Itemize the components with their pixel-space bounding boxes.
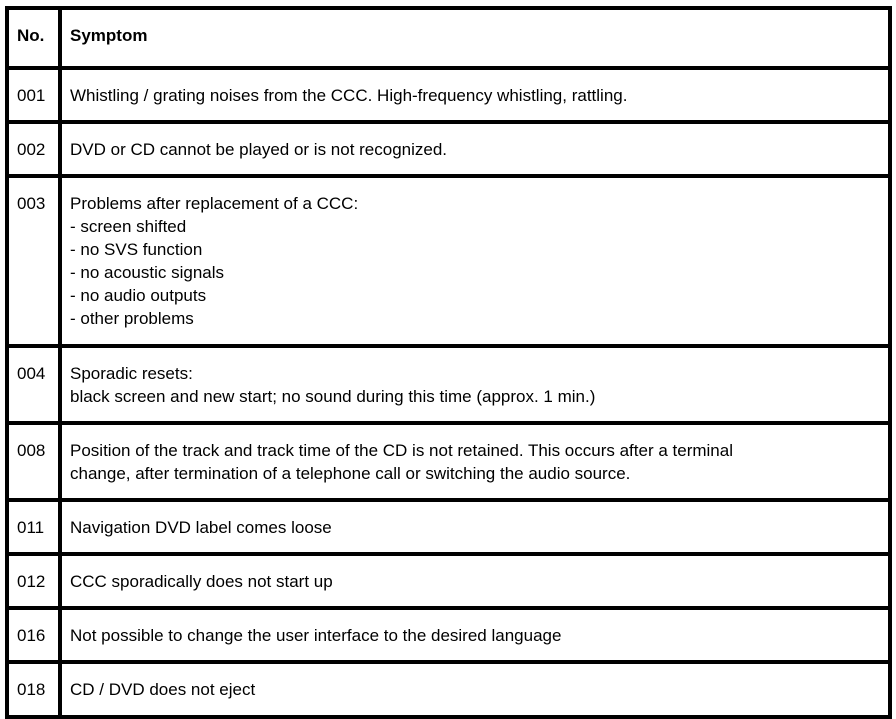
table-row [7,554,890,608]
row-number: 016 [7,608,60,662]
symptom-line: CD / DVD does not eject [70,680,256,699]
row-symptom [60,68,890,122]
table-row [7,662,890,717]
column-header-symptom: Symptom [60,8,890,68]
symptom-line: Whistling / grating noises from the CCC. High-frequency whistling, rattling. [70,86,628,105]
table-row [7,176,890,346]
symptom-line: Problems after replacement of a CCC: [70,194,359,213]
row-symptom [60,346,890,423]
column-header-no: No. [7,8,60,68]
table-row [7,423,890,500]
row-number: 018 [7,662,60,717]
row-symptom [60,500,890,554]
row-symptom [60,122,890,176]
row-symptom [60,554,890,608]
table-row [7,346,890,423]
symptom-line: CCC sporadically does not start up [70,572,333,591]
table-row [7,68,890,122]
symptom-line: - no audio outputs [70,286,207,305]
row-number: 004 [7,346,60,423]
row-symptom [60,662,890,717]
symptom-line: Not possible to change the user interface to the desired language [70,626,562,645]
symptom-table [5,6,892,719]
symptom-line: change, after termination of a telephone call or switching the audio source. [70,464,631,483]
symptom-line: Navigation DVD label comes loose [70,518,332,537]
table-row [7,500,890,554]
symptom-line: - screen shifted [70,217,187,236]
row-number: 002 [7,122,60,176]
symptom-line: - other problems [70,309,194,328]
symptom-line: DVD or CD cannot be played or is not recognized. [70,140,448,159]
symptom-line: Position of the track and track time of the CD is not retained. This occurs after a terminal [70,441,733,460]
symptom-line: black screen and new start; no sound during this time (approx. 1 min.) [70,387,596,406]
row-symptom [60,423,890,500]
row-number: 012 [7,554,60,608]
row-number: 011 [7,500,60,554]
table-header-row [7,8,890,68]
symptom-line: Sporadic resets: [70,364,193,383]
row-number: 003 [7,176,60,346]
row-symptom [60,608,890,662]
row-number: 001 [7,68,60,122]
row-number: 008 [7,423,60,500]
symptom-line: - no acoustic signals [70,263,225,282]
table-row [7,608,890,662]
table-row [7,122,890,176]
row-symptom [60,176,890,346]
symptom-line: - no SVS function [70,240,203,259]
